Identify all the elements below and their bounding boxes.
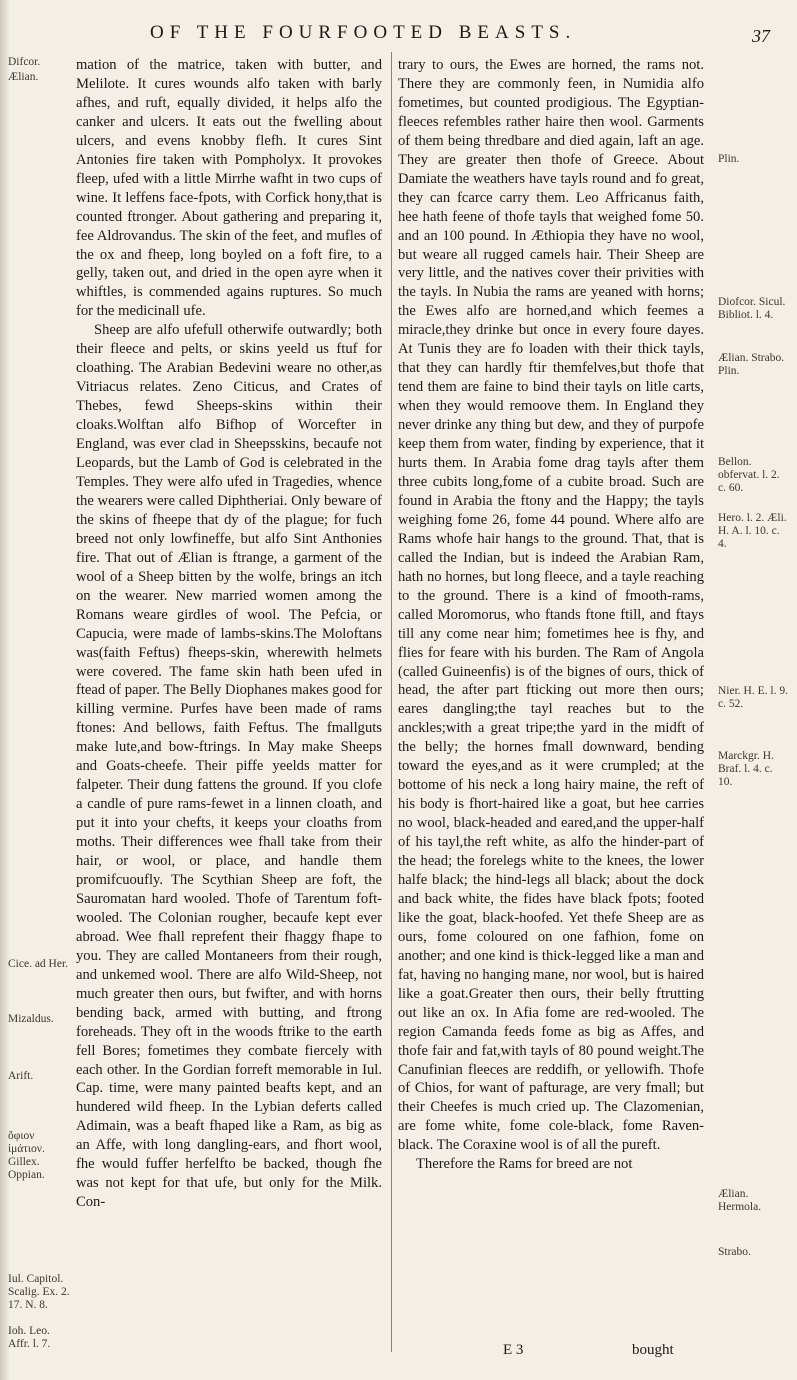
margin-note: Strabo. <box>718 1246 751 1258</box>
column-divider <box>391 52 392 1352</box>
catchword: bought <box>632 1342 674 1358</box>
margin-note: Ælian. <box>8 71 39 83</box>
right-text-column <box>398 56 704 1174</box>
margin-note: Bellon. obfervat. l. 2. c. 60. <box>718 456 780 494</box>
paragraph: Therefore the Rams for breed are not <box>416 1156 633 1173</box>
margin-note: Diofcor. Sicul. Bibliot. l. 4. <box>718 296 786 321</box>
margin-note: Difcor. <box>8 56 41 68</box>
margin-note: Ælian. Strabo. Plin. <box>718 352 785 377</box>
margin-note: Ioh. Leo. Affr. l. 7. <box>8 1325 51 1350</box>
paragraph: trary to ours, the Ewes are horned, the rams not. There they are commonly feen, in Numidia alfo fometimes, but counted prodigious. The Egyptian-fleeces refembles rather haire then wool. Garments of them being thredbare and died again, laft an age. They are greater then thofe of Greece. About Damiate the weathers have tayls round and fo great, they can fcarce carry them. Leo Affricanus faith, hee hath feene of thofe tayls that weighed fome 50. and an 100 pound. In Æthiopia they have no wool, but weare all rugged camels hair. Their Sheep are very little, and the natives cover their privities with the tayls. In Nubia the rams are yeaned with horns; the Ewes alfo are horned,and which feemes a miracle,they drinke but once in every foure dayes. At Tunis they are fo loaden with their thick tayls, that they can hardly ftir themfelves,but thofe that tend them are faine to bind their tayls on litle carts, when they would remoove them. In England they never drinke any thing but dew, and they of purpofe keep them from water, finding by experience, that it hurts them. In Arabia fome drag tayls after them three cubits long,fome of a cubite broad. Such are found in Arabia the ftony and the Happy; the tayls weighing fome 26, fome 44 pound. Where alfo are Rams whofe hair hangs to the ground. That, that is called the Indian, but is indeed the Arabian Ram, hath no hornes, but long fleece, and a tayle reaching to the ground. There is a kind of fmooth-rams, called Moromorus, who ftands ftone ftill, and ftays till any come near him; fometimes hee is fhy, and flies for feare with his burden. The Ram of Angola (called Guineenfis) is of the bignes of ours, thick of head, the after part fticking out more then ours; eares dangling;the tayl reaches but to the anckles;with a great tripe;the yard in the midft of the belly; the hornes fmall downward, bending toward the eyes,and as it were crumpled; at the bottome of his neck a long hairy maine, the reft of his body is fhort-haired like a goat, but hee carries no wool, black-headed and eared,and the upper-half of his tayl,the reft white, as alfo the hinder-part of the head; the forelegs white to the knees, the lower halfe black; the hind-legs all black; about the dock and back white, the fides have black fpots; footed like the goat, black-hoofed. Yet thefe Sheep are as ours, fome coloured on one fafhion, fome on another; and one kind is thick-legged like a man and fat, having no hanging mane, nor wool, but is haired like a goat.Greater then ours, their belly ftrutting out like an ox. In Afia fome are red-wooled. The region Camanda feeds fome as big as Affes, and thofe fair and fat,with tayls of 80 pound weight.The Canufinian fleeces are reddifh, or yellowifh. Thofe of Chios, for want of pafturage, are very fmall; but their Cheefes is much cried up. The Clazomenian, are fome white, fome cole-black, fome Raven-black. The Coraxine wool is of all the pureft. <box>398 57 704 1154</box>
margin-note: Cice. ad Her. <box>8 958 69 970</box>
page-number: 37 <box>752 26 770 46</box>
margin-note: Arift. <box>8 1070 34 1082</box>
margin-note: ὄφιον ἱμάτιον. Gillex. Oppian. <box>8 1130 45 1181</box>
margin-note: Mizaldus. <box>8 1013 54 1025</box>
margin-note: Nier. H. E. l. 9. c. 52. <box>718 685 788 710</box>
margin-note: Marckgr. H. Braf. l. 4. c. 10. <box>718 750 774 788</box>
margin-note: Ælian. Hermola. <box>718 1188 762 1213</box>
signature-mark: E 3 <box>503 1342 524 1358</box>
margin-note: Iul. Capitol. Scalig. Ex. 2. 17. N. 8. <box>8 1273 70 1311</box>
margin-note: Plin. <box>718 153 740 165</box>
paragraph: mation of the matrice, taken with butter, and Melilote. It cures wounds alfo taken with barly afhes, and ruft, equally divided, it helps alfo the canker and ulcers. It eats out the fwelling about ulcers, and evens knobby flefh. It cures Sint Antonies fire taken with Pompholyx. It provokes fleep, ufed with a little Mirrhe wafht in two cups of wine. It leffens face-fpots, with Corfick hony,that is counted ftronger. About gathering and preparing it, fee Aldrovandus. The skin of the feet, and mufles of the ox and fheep, long boyled on a foft fire, to a gelly, taken out, and dried in the open ayre when it whiftles, is commended agains ruptures. So much for the medicinall ufe. <box>76 57 382 320</box>
paragraph: Sheep are alfo ufefull otherwife outwardly; both their fleece and pelts, or skins yeeld us ftuf for cloathing. The Arabian Bedevini weare no other,as Vitriacus relates. Zeno Citicus, and Crates of Thebes, fewd Sheeps-skins within their cloaks.Wolftan alfo Bifhop of Worcefter in England, was ever clad in Sheepsskins, becaufe not Leopards, but the Lamb of God is celebrated in the Temples. They were alfo ufed in Tragedies, whence the wearers were called Diphtheriai. Only beware of the skins of fheepe that dy of the plague; for fuch breed not only lowfineffe, but alfo Sint Anthonies fire. That out of Ælian is ftrange, a garment of the wool of a Sheep bitten by the wolfe, brings an itch on the wearer. New married women among the Romans weare girdles of wool. The Pefcia, or Capucia, were made of lambs-skins.The Moloftans was(faith Feftus) fheeps-skin, wherewith helmets were covered. The fame skin hath been ufed in ftead of paper. The Belly Diophanes makes good for killing vermine. Purfes have been made of rams ftones: And bellows, faith Feftus. The fmallguts make lute,and bow-ftrings. In May make Sheeps and Goats-cheefe. Their piffe yeelds matter for falpeter. Their dung fattens the ground. If you clofe a candle of pure rams-fewet in a linnen cloath, and put it into your chefts, it keeps your cloaths from moths. Their differences wee fhall take from their hair, or wool, or place, and handle them promifcuoufly. The Scythian Sheep are foft, the Sauromatan hard wooled. Thofe of Tarentum foft-wooled. The Colonian rougher, becaufe kept ever abroad. Wee fhall reprefent their fhaggy fhape to you. They are called Montaneers from their rough, and unkemed wool. There are alfo Wild-Sheep, not much greater then ours, but fwifter, and with horns bending back, armed with butting, and ftrong foreheads. They oft in the woods ftrike to the earth fell Bores; fometimes they combate fiercely with each other. In the Gordian forreft memorable in Iul. Cap. time, were many painted beafts kept, and an hundered wild fheep. In the Lybian deferts called Adimain, was a beaft fhaped like a Ram, as big as an Affe, with long dangling-ears, and fhort wool, fhe would fuffer herfelfto be backed, though fhe was not kept for that ufe, but only for the Milk. Con- <box>76 322 382 1211</box>
running-header: OF THE FOURFOOTED BEASTS. <box>150 22 577 43</box>
margin-note: Hero. l. 2. Æli. H. A. l. 10. c. 4. <box>718 512 787 550</box>
left-text-column <box>76 56 382 1212</box>
